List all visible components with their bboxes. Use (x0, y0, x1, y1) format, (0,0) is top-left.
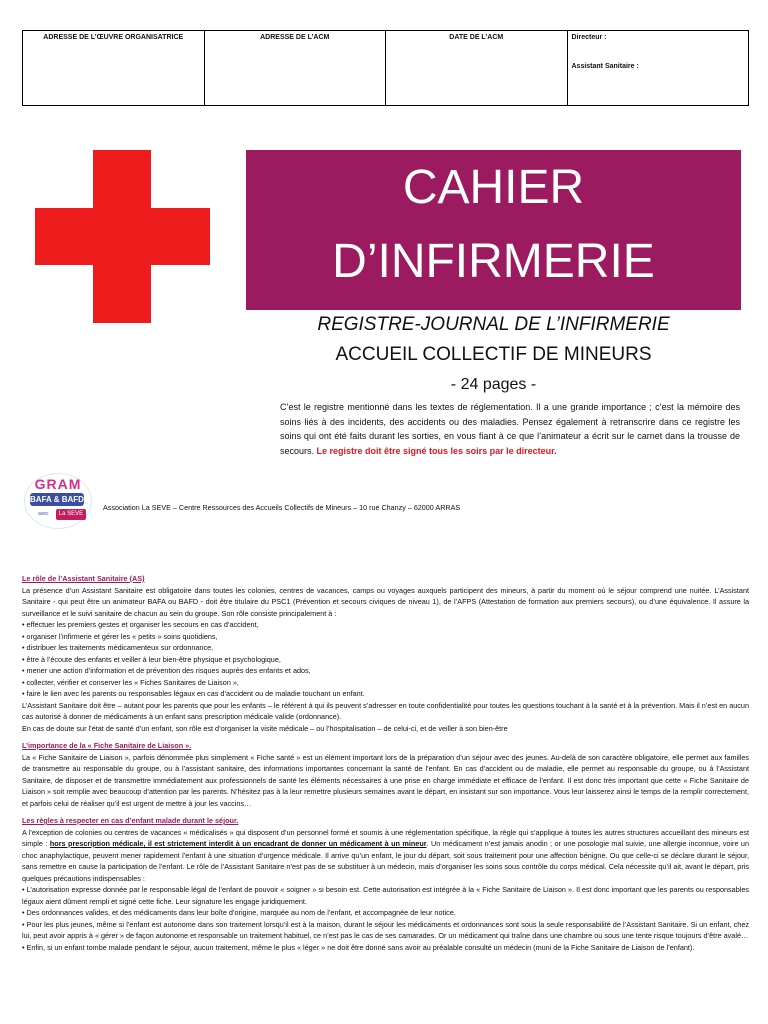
header-cell-date-acm: DATE DE L’ACM (386, 31, 568, 106)
role-item: • être à l’écoute des enfants et veiller à leur bien-être physique et psychologique, (22, 654, 281, 664)
role-paragraph-1: La présence d’un Assistant Sanitaire est obligatoire dans toutes les colonies, centres de vacances, camps ou voyages auxquels participent des mineurs, à partir du moment où le séjour comprend une nuitée. L’Assistant Sanitaire - qui peut être un animateur BAFA ou BAFD - doit être titulaire du PSC1 (Prévention et secours civiques de niveau 1), de l’AFPS (Attestation de formation aux premiers secours), ou d’une équivalence. Il assure la surveillance et le suivi sanitaire de chacun au sein du groupe. Son rôle consiste principalement à : (22, 585, 749, 618)
association-address: Association La SEVE – Centre Ressources des Accueils Collectifs de Mineurs – 10 rue Chanzy – 62000 ARRAS (103, 503, 461, 512)
header-cell-organisatrice: ADRESSE DE L’ŒUVRE ORGANISATRICE (23, 31, 205, 106)
subtitle-registre: REGISTRE-JOURNAL DE L’INFIRMERIE (317, 314, 670, 335)
intro-paragraph (280, 400, 740, 458)
role-paragraph-3: En cas de doute sur l’état de santé d’un enfant, son rôle est d’organiser la visite médicale – ou l’hospitalisation – de celui-ci, et de veiller à son bien-être (22, 723, 508, 733)
regles-highlight: hors prescription médicale, il est strictement interdit à un encadrant de donner un médicament à un mineur (49, 839, 427, 848)
title-line-2: D’INFIRMERIE (332, 235, 655, 288)
title-line-1: CAHIER (402, 161, 585, 214)
header-cell-adresse-acm: ADRESSE DE L’ACM (204, 31, 386, 106)
red-cross-icon (35, 150, 210, 323)
intro-red-text: Le registre doit être signé tous les soirs par le directeur. (316, 445, 557, 456)
title-box (246, 150, 741, 310)
role-item: • mener une action d’information et de prévention des risques auprès des enfants et ados, (22, 666, 311, 675)
assistant-label: Assistant Sanitaire : (571, 63, 639, 70)
body-text (22, 573, 749, 953)
role-item: • collecter, vérifier et conserver les « Fiches Sanitaires de Liaison », (22, 677, 239, 687)
logo-bafa: BAFA & BAFD (30, 495, 84, 504)
regles-paragraph (22, 827, 749, 885)
gram-logo (22, 473, 94, 527)
regles-item: • Enfin, si un enfant tombe malade pendant le séjour, aucun traitement, même le plus « léger » ne doit être donné sans avoir au préalable consulté un médecin (muni de la Fiche Sanitaire de Liaison de l’enfant). (22, 942, 695, 952)
logo-avec: avec (38, 511, 49, 517)
section-title-regles: Les règles à respecter en cas d’enfant malade durant le séjour. (22, 816, 239, 825)
page-count: - 24 pages - (450, 376, 537, 393)
section-title-role: Le rôle de l’Assistant Sanitaire (AS) (22, 574, 145, 583)
regles-item: • Des ordonnances valides, et des médicaments dans leur boîte d’origine, marquée au nom de l’enfant, et accompagnée de leur notice. (22, 908, 456, 917)
director-label: Directeur : (571, 34, 607, 41)
role-item: • organiser l’infirmerie et gérer les « petits » soins quotidiens, (22, 631, 218, 641)
regles-item: • Pour les plus jeunes, même si l’enfant est autonome dans son traitement lorsqu’il est à la maison, durant le séjour les médicaments et ordonnances sont sous la seule responsabilité de l’Assistant Sanitaire. Si un enfant, chez lui, peut avoir appris à « gérer » de façon autonome et responsable un traitement habituel, ce n’est pas le cas de ses camarades. Or un médicament qui traîne dans une chambre ou sous une tente risque toujours d’être avalé… (22, 919, 749, 940)
intro-text: C’est le registre mentionné dans les textes de réglementation. Il a une grande importance ; c’est la mémoire des soins liés à des incidents, des accidents ou des maladies. Pensez également à retranscrire dans ce registre les soins qui ont été faits durant les sorties, en vous fiant à ce que l’animateur a écrit sur le carnet dans la trousse de secours. (280, 402, 740, 456)
header-cell-directeur (567, 31, 749, 106)
fiche-paragraph: La « Fiche Sanitaire de Liaison », parfois dénommée plus simplement « Fiche santé » est un élément important lors de la préparation d’un séjour avec des jeunes. Au-delà de son caractère obligatoire, elle permet aux familles de transmettre au responsable du groupe, ou à l’assistant sanitaire, des informations importantes concernant la santé de l’enfant. En cas d’accident ou de maladie, elle permet au responsable du groupe, ou à l’Assistant Sanitaire, de disposer et de transmettre immédiatement aux professionnels de santé les éléments nécessaires à une prise en charge immédiate et efficace de l’enfant. Il est donc très important que cette « Fiche Sanitaire de Liaison » soit remplie avec beaucoup d’attention par les parents. N’hésitez pas à la leur remettre plusieurs semaines avant le départ, en insistant sur son importance. Vous leur laisserez ainsi le temps de la remplir correctement, et parfois celui de réaliser qu’il est urgent de mettre à jour les vaccins… (22, 752, 749, 808)
regles-text-c: . Un médicament n’est jamais anodin ; or une posologie mal suivie, une allergie inconnue, voire un choc anaphylactique, peuvent mener rapidement l’enfant à une situation d’urgence médicale. Il arrive qu’un enfant, le jour du départ, soit sous traitement pour une affection bénigne. Ou que celle-ci se déclare durant le séjour, sans remettre en cause la participation de l’enfant. Le rôle de l’Assistant Sanitaire n’est pas de se substituer à un médecin, mais d’organiser les soins sous contrôle du corps médical. Cela nécessite qu’il ait, avant le départ, pris quelques précautions indispensables : (22, 839, 750, 883)
section-title-fiche: L’importance de la « Fiche Sanitaire de Liaison ». (22, 741, 192, 750)
role-item: • effectuer les premiers gestes et organiser les secours en cas d’accident, (22, 620, 259, 629)
logo-seve: La SEVE (56, 509, 86, 520)
logo-gram: GRAM (34, 476, 82, 492)
role-item: • distribuer les traitements médicamenteux sur ordonnance, (22, 643, 214, 652)
role-item: • faire le lien avec les parents ou responsables légaux en cas d’accident ou de maladie touchant un enfant. (22, 689, 365, 698)
header-table (22, 30, 749, 106)
subtitle-accueil: ACCUEIL COLLECTIF DE MINEURS (335, 344, 652, 365)
regles-text-a: A l’exception de colonies ou centres de vacances « médicalisés » qui disposent d’un personnel formé et soumis à une réglementation spécifique, la règle qui s’applique à toutes les autres structures accueillant des mineurs est simple : (22, 827, 749, 848)
role-paragraph-2: L’Assistant Sanitaire doit être – autant pour les parents que pour les enfants – le référent à qui ils peuvent s’adresser en toute confidentialité pour toutes les questions touchant à la santé et à la prévention. Mais il n’est en aucun cas autorisé à donner de médicaments à un enfant sans prescription médicale valide (ordonnance). (22, 700, 749, 721)
regles-item: • L’autorisation expresse donnée par le responsable légal de l’enfant de pouvoir « soigner » si besoin est. Cette autorisation est intégrée à la « Fiche Sanitaire de Liaison ». Il est donc important que les parents ou responsables légaux aient dûment rempli et signé cette fiche. Leur signature les engage juridiquement. (22, 885, 749, 906)
